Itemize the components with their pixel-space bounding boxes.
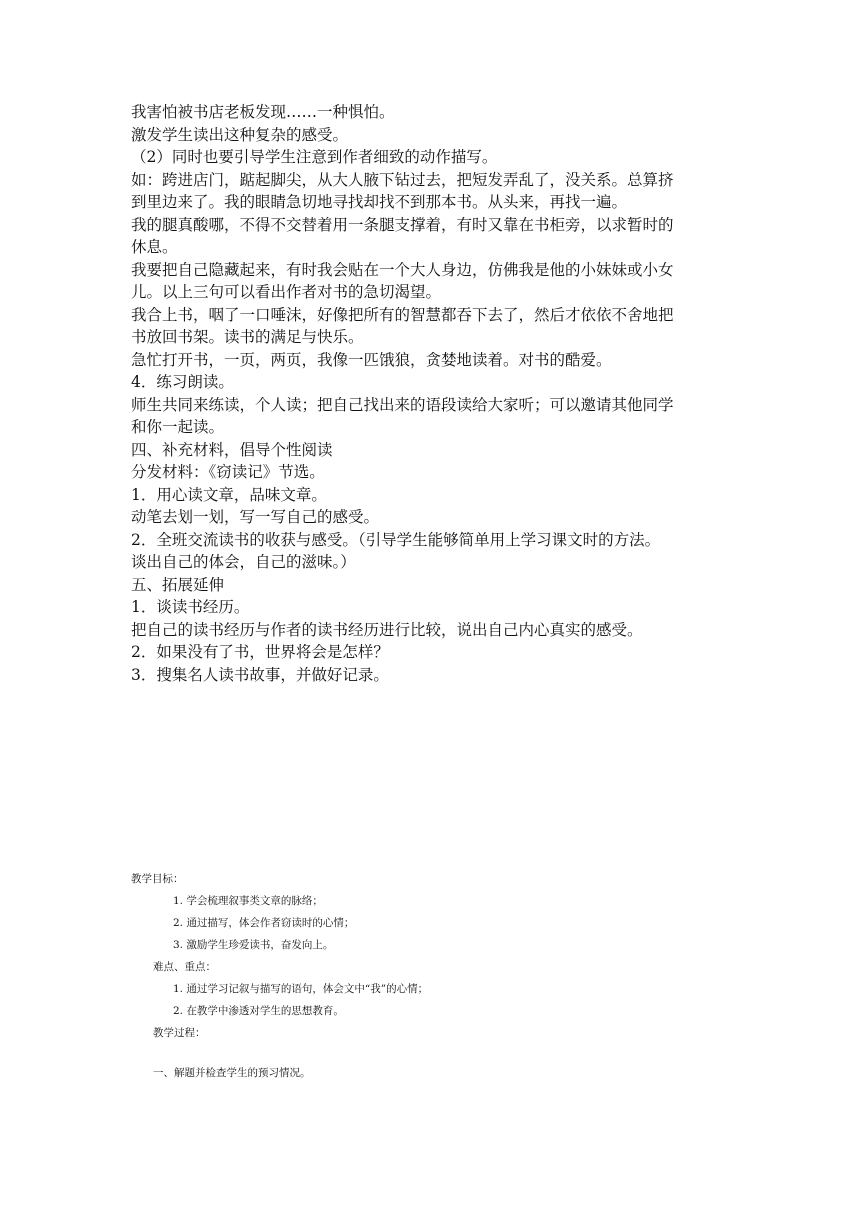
text-line: 我合上书，咽了一口唾沫，好像把所有的智慧都吞下去了，然后才依依不舍地把 bbox=[131, 305, 674, 324]
text-line: 如：跨进店门，踮起脚尖，从大人腋下钻过去，把短发弄乱了，没关系。总算挤 bbox=[131, 170, 674, 189]
text-line: 把自己的读书经历与作者的读书经历进行比较，说出自己内心真实的感受。 bbox=[131, 620, 643, 639]
text-line: 2．全班交流读书的收获与感受。（引导学生能够简单用上学习课文时的方法。 bbox=[131, 530, 661, 549]
text-line: 我要把自己隐藏起来，有时我会贴在一个大人身边，仿佛我是他的小妹妹或小女 bbox=[131, 260, 674, 279]
process-step: 一、解题并检查学生的预习情况。 bbox=[153, 1067, 311, 1079]
text-line: 1．用心读文章，品味文章。 bbox=[131, 485, 327, 504]
text-line: 2．如果没有了书，世界将会是怎样？ bbox=[131, 643, 389, 661]
goals-heading: 教学目标： bbox=[131, 873, 184, 885]
text-line: 和你一起读。 bbox=[131, 418, 225, 436]
keypoint-item: 2. 在教学中渗透对学生的思想教育。 bbox=[173, 1005, 344, 1017]
text-line: 休息。 bbox=[131, 238, 178, 256]
keypoints-heading: 难点、重点： bbox=[153, 961, 216, 973]
text-line: 到里边来了。我的眼睛急切地寻找却找不到那本书。从头来，再找一遍。 bbox=[131, 193, 628, 211]
goal-item: 1. 学会梳理叙事类文章的脉络； bbox=[173, 895, 323, 907]
section-heading: 五、拓展延伸 bbox=[131, 575, 225, 594]
text-line: 我的腿真酸哪，不得不交替着用一条腿支撑着，有时又靠在书柜旁，以求暂时的 bbox=[131, 215, 674, 234]
goal-item: 3. 激励学生珍爱读书，奋发向上。 bbox=[173, 939, 334, 951]
text-line: 书放回书架。读书的满足与快乐。 bbox=[131, 328, 364, 346]
text-line: 1．谈读书经历。 bbox=[131, 598, 250, 616]
keypoint-item: 1. 通过学习记叙与描写的语句，体会文中“我”的心情； bbox=[173, 983, 429, 995]
text-line: 师生共同来练读，个人读；把自己找出来的语段读给大家听；可以邀请其他同学 bbox=[131, 395, 674, 414]
goal-item: 2. 通过描写，体会作者窃读时的心情； bbox=[173, 917, 355, 929]
text-line: 激发学生读出这种复杂的感受。 bbox=[131, 125, 349, 144]
teaching-plan bbox=[131, 868, 731, 1084]
process-heading: 教学过程： bbox=[153, 1027, 206, 1039]
text-line: 动笔去划一划，写一写自己的感受。 bbox=[131, 508, 380, 526]
text-line: 3．搜集名人读书故事，并做好记录。 bbox=[131, 665, 389, 684]
section-heading: 四、补充材料，倡导个性阅读 bbox=[131, 440, 333, 459]
text-line: 4．练习朗读。 bbox=[131, 373, 234, 391]
text-line: 分发材料：《窃读记》节选。 bbox=[131, 463, 325, 481]
text-line: 我害怕被书店老板发现……一种惧怕。 bbox=[131, 103, 395, 121]
text-line: 儿。以上三句可以看出作者对书的急切渴望。 bbox=[131, 283, 442, 301]
lesson-body bbox=[131, 101, 741, 686]
text-line: （2）同时也要引导学生注意到作者细致的动作描写。 bbox=[131, 148, 498, 166]
text-line: 急忙打开书，一页，两页，我像一匹饿狼，贪婪地读着。对书的酷爱。 bbox=[131, 350, 612, 369]
text-line: 谈出自己的体会，自己的滋味。） bbox=[131, 553, 356, 571]
